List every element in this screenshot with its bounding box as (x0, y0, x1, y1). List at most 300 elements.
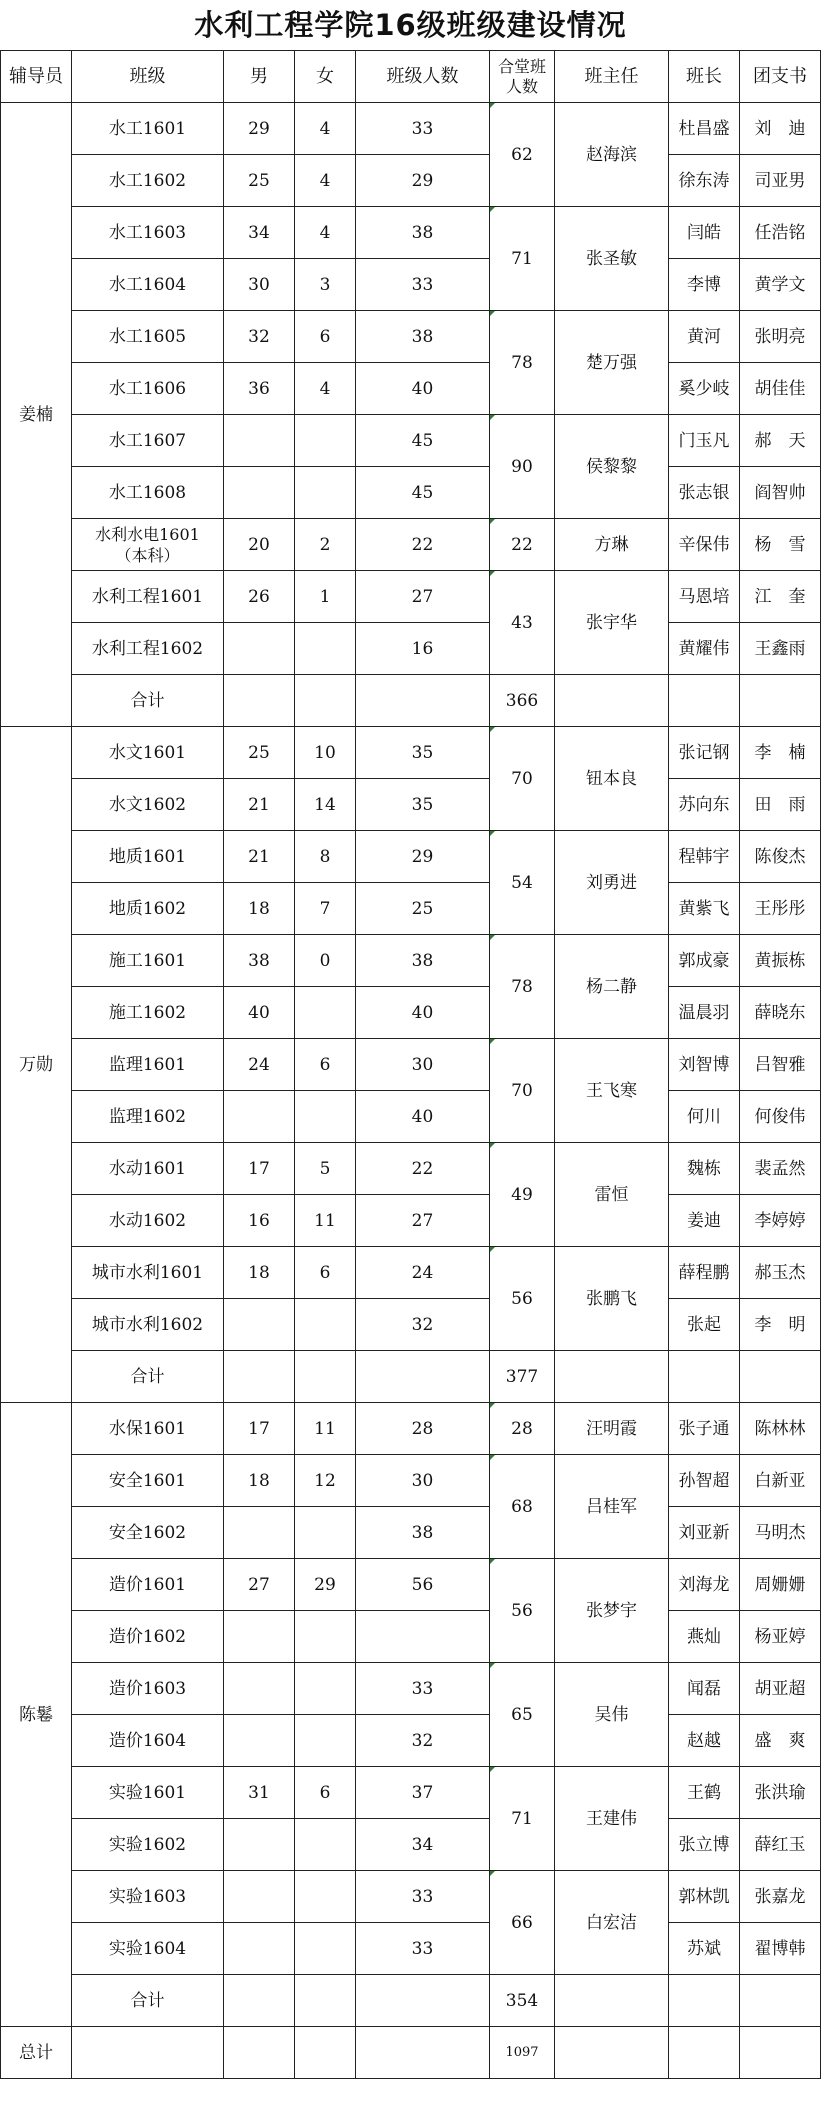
header-monitor: 班长 (669, 51, 740, 103)
male-count-cell (224, 1091, 295, 1143)
male-count-cell: 34 (224, 207, 295, 259)
female-count-cell (295, 1819, 356, 1871)
class-size-cell: 27 (356, 1195, 490, 1247)
league-secretary-cell: 江 奎 (740, 571, 821, 623)
head-teacher-cell: 雷恒 (555, 1143, 669, 1247)
female-count-cell: 14 (295, 779, 356, 831)
class-size-cell: 16 (356, 623, 490, 675)
subtotal-value: 366 (490, 675, 555, 727)
class-name-cell: 造价1601 (72, 1559, 224, 1611)
class-name-cell: 安全1602 (72, 1507, 224, 1559)
class-name-cell: 水保1601 (72, 1403, 224, 1455)
league-secretary-cell: 马明杰 (740, 1507, 821, 1559)
male-count-cell (224, 1611, 295, 1663)
female-count-cell: 0 (295, 935, 356, 987)
monitor-cell: 郭林凯 (669, 1871, 740, 1923)
table-row (1, 1403, 821, 1455)
table-row (1, 1195, 821, 1247)
merged-size-cell: 66 (490, 1871, 555, 1975)
class-size-cell: 27 (356, 571, 490, 623)
class-size-cell: 45 (356, 467, 490, 519)
monitor-cell: 门玉凡 (669, 415, 740, 467)
male-count-cell: 36 (224, 363, 295, 415)
male-count-cell: 32 (224, 311, 295, 363)
class-name-line1: 水利水电1601 (95, 524, 200, 544)
grand-total-row (1, 2027, 821, 2079)
merged-size-cell: 56 (490, 1247, 555, 1351)
male-count-cell: 16 (224, 1195, 295, 1247)
league-secretary-cell: 黄振栋 (740, 935, 821, 987)
head-teacher-cell: 张圣敏 (555, 207, 669, 311)
monitor-cell: 薛程鹏 (669, 1247, 740, 1299)
table-row (1, 1923, 821, 1975)
male-count-cell: 38 (224, 935, 295, 987)
league-secretary-cell: 翟博韩 (740, 1923, 821, 1975)
merged-size-cell: 43 (490, 571, 555, 675)
female-count-cell (295, 987, 356, 1039)
table-row (1, 467, 821, 519)
monitor-cell: 张子通 (669, 1403, 740, 1455)
class-name-cell: 实验1601 (72, 1767, 224, 1819)
head-teacher-cell: 楚万强 (555, 311, 669, 415)
class-size-cell: 40 (356, 987, 490, 1039)
female-count-cell: 10 (295, 727, 356, 779)
empty-cell (72, 2027, 224, 2079)
male-count-cell: 18 (224, 1247, 295, 1299)
monitor-cell: 马恩培 (669, 571, 740, 623)
monitor-cell: 刘智博 (669, 1039, 740, 1091)
empty-cell (555, 2027, 669, 2079)
merged-size-cell: 56 (490, 1559, 555, 1663)
league-secretary-cell: 张明亮 (740, 311, 821, 363)
table-row (1, 1559, 821, 1611)
female-count-cell: 3 (295, 259, 356, 311)
empty-cell (295, 1975, 356, 2027)
table-row (1, 103, 821, 155)
class-name-cell: 水工1601 (72, 103, 224, 155)
monitor-cell: 郭成豪 (669, 935, 740, 987)
league-secretary-cell: 郝 天 (740, 415, 821, 467)
header-class: 班级 (72, 51, 224, 103)
head-teacher-cell: 方琳 (555, 519, 669, 571)
table-row (1, 207, 821, 259)
female-count-cell (295, 623, 356, 675)
head-teacher-cell: 钮本良 (555, 727, 669, 831)
header-row (1, 51, 821, 103)
male-count-cell: 31 (224, 1767, 295, 1819)
class-name-cell: 监理1601 (72, 1039, 224, 1091)
male-count-cell (224, 623, 295, 675)
monitor-cell: 程韩宇 (669, 831, 740, 883)
class-size-cell: 33 (356, 1871, 490, 1923)
table-row (1, 571, 821, 623)
class-name-cell (72, 519, 224, 571)
class-size-cell: 32 (356, 1299, 490, 1351)
class-size-cell (356, 1611, 490, 1663)
table-row (1, 1299, 821, 1351)
head-teacher-cell: 汪明霞 (555, 1403, 669, 1455)
league-secretary-cell: 黄学文 (740, 259, 821, 311)
league-secretary-cell: 陈俊杰 (740, 831, 821, 883)
class-size-cell: 38 (356, 207, 490, 259)
male-count-cell: 20 (224, 519, 295, 571)
class-name-cell: 水文1602 (72, 779, 224, 831)
monitor-cell: 闫皓 (669, 207, 740, 259)
class-name-cell: 水工1606 (72, 363, 224, 415)
monitor-cell: 王鹤 (669, 1767, 740, 1819)
league-secretary-cell: 刘 迪 (740, 103, 821, 155)
monitor-cell: 魏栋 (669, 1143, 740, 1195)
empty-cell (740, 1975, 821, 2027)
male-count-cell (224, 467, 295, 519)
male-count-cell: 25 (224, 727, 295, 779)
male-count-cell (224, 1871, 295, 1923)
merged-size-cell: 22 (490, 519, 555, 571)
male-count-cell: 18 (224, 883, 295, 935)
male-count-cell: 29 (224, 103, 295, 155)
league-secretary-cell: 王鑫雨 (740, 623, 821, 675)
class-size-cell: 29 (356, 155, 490, 207)
empty-cell (295, 1351, 356, 1403)
head-teacher-cell: 白宏洁 (555, 1871, 669, 1975)
merged-size-cell: 68 (490, 1455, 555, 1559)
empty-cell (555, 1351, 669, 1403)
female-count-cell (295, 1715, 356, 1767)
table-row (1, 1819, 821, 1871)
monitor-cell: 黄紫飞 (669, 883, 740, 935)
class-name-cell: 造价1602 (72, 1611, 224, 1663)
class-name-cell: 水文1601 (72, 727, 224, 779)
league-secretary-cell: 张洪瑜 (740, 1767, 821, 1819)
header-head-teacher: 班主任 (555, 51, 669, 103)
league-secretary-cell: 张嘉龙 (740, 1871, 821, 1923)
female-count-cell: 6 (295, 1767, 356, 1819)
head-teacher-cell: 刘勇进 (555, 831, 669, 935)
merged-size-cell: 71 (490, 207, 555, 311)
female-count-cell: 5 (295, 1143, 356, 1195)
female-count-cell: 11 (295, 1195, 356, 1247)
head-teacher-cell: 赵海滨 (555, 103, 669, 207)
head-teacher-cell: 王建伟 (555, 1767, 669, 1871)
table-row (1, 1039, 821, 1091)
league-secretary-cell: 裴孟然 (740, 1143, 821, 1195)
subtotal-label: 合计 (72, 675, 224, 727)
head-teacher-cell: 吴伟 (555, 1663, 669, 1767)
class-size-cell: 30 (356, 1039, 490, 1091)
header-merged-size (490, 51, 555, 103)
counselor-cell: 陈鬈 (1, 1403, 72, 2027)
monitor-cell: 徐东涛 (669, 155, 740, 207)
merged-size-cell: 70 (490, 727, 555, 831)
table-row (1, 727, 821, 779)
table-row (1, 1663, 821, 1715)
class-size-cell: 33 (356, 1923, 490, 1975)
table-row (1, 415, 821, 467)
female-count-cell: 2 (295, 519, 356, 571)
monitor-cell: 奚少岐 (669, 363, 740, 415)
female-count-cell (295, 1663, 356, 1715)
class-name-cell: 城市水利1601 (72, 1247, 224, 1299)
monitor-cell: 刘海龙 (669, 1559, 740, 1611)
monitor-cell: 闻磊 (669, 1663, 740, 1715)
table-row (1, 1091, 821, 1143)
league-secretary-cell: 胡佳佳 (740, 363, 821, 415)
monitor-cell: 苏斌 (669, 1923, 740, 1975)
league-secretary-cell: 阎智帅 (740, 467, 821, 519)
class-name-cell: 造价1604 (72, 1715, 224, 1767)
monitor-cell: 孙智超 (669, 1455, 740, 1507)
merged-size-cell: 49 (490, 1143, 555, 1247)
class-size-cell: 56 (356, 1559, 490, 1611)
league-secretary-cell: 杨 雪 (740, 519, 821, 571)
subtotal-label: 合计 (72, 1351, 224, 1403)
class-size-cell: 34 (356, 1819, 490, 1871)
league-secretary-cell: 何俊伟 (740, 1091, 821, 1143)
empty-cell (224, 2027, 295, 2079)
female-count-cell (295, 467, 356, 519)
class-name-cell: 城市水利1602 (72, 1299, 224, 1351)
class-name-cell: 水工1607 (72, 415, 224, 467)
male-count-cell (224, 1299, 295, 1351)
table-row (1, 935, 821, 987)
class-size-cell: 35 (356, 779, 490, 831)
male-count-cell: 24 (224, 1039, 295, 1091)
empty-cell (224, 1351, 295, 1403)
monitor-cell: 姜迪 (669, 1195, 740, 1247)
grand-total-label: 总计 (1, 2027, 72, 2079)
class-name-cell: 水利工程1601 (72, 571, 224, 623)
female-count-cell (295, 1611, 356, 1663)
female-count-cell: 6 (295, 1039, 356, 1091)
empty-cell (555, 1975, 669, 2027)
empty-cell (224, 675, 295, 727)
league-secretary-cell: 王彤彤 (740, 883, 821, 935)
monitor-cell: 李博 (669, 259, 740, 311)
league-secretary-cell: 李婷婷 (740, 1195, 821, 1247)
head-teacher-cell: 杨二静 (555, 935, 669, 1039)
female-count-cell: 4 (295, 207, 356, 259)
league-secretary-cell: 司亚男 (740, 155, 821, 207)
table-row (1, 519, 821, 571)
monitor-cell: 黄河 (669, 311, 740, 363)
class-name-cell: 监理1602 (72, 1091, 224, 1143)
empty-cell (669, 675, 740, 727)
merged-size-cell: 78 (490, 935, 555, 1039)
empty-cell (740, 2027, 821, 2079)
subtotal-row (1, 675, 821, 727)
empty-cell (740, 1351, 821, 1403)
female-count-cell: 11 (295, 1403, 356, 1455)
female-count-cell (295, 1091, 356, 1143)
class-name-cell: 水工1604 (72, 259, 224, 311)
class-size-cell: 33 (356, 1663, 490, 1715)
table-row (1, 1767, 821, 1819)
female-count-cell (295, 415, 356, 467)
head-teacher-cell: 张梦宇 (555, 1559, 669, 1663)
table-row (1, 1455, 821, 1507)
class-size-cell: 38 (356, 935, 490, 987)
male-count-cell (224, 1715, 295, 1767)
male-count-cell (224, 1663, 295, 1715)
league-secretary-cell: 陈林林 (740, 1403, 821, 1455)
subtotal-value: 377 (490, 1351, 555, 1403)
league-secretary-cell: 胡亚超 (740, 1663, 821, 1715)
empty-cell (356, 675, 490, 727)
class-name-cell: 地质1602 (72, 883, 224, 935)
table-row (1, 311, 821, 363)
league-secretary-cell: 李 楠 (740, 727, 821, 779)
class-name-cell: 施工1602 (72, 987, 224, 1039)
header-class-size: 班级人数 (356, 51, 490, 103)
monitor-cell: 张记钢 (669, 727, 740, 779)
empty-cell (356, 1975, 490, 2027)
header-female: 女 (295, 51, 356, 103)
merged-size-cell: 90 (490, 415, 555, 519)
class-size-cell: 22 (356, 519, 490, 571)
class-size-cell: 33 (356, 103, 490, 155)
class-name-cell: 水工1608 (72, 467, 224, 519)
table-row (1, 1247, 821, 1299)
male-count-cell (224, 1819, 295, 1871)
monitor-cell: 黄耀伟 (669, 623, 740, 675)
table-row (1, 259, 821, 311)
table-row (1, 1611, 821, 1663)
league-secretary-cell: 田 雨 (740, 779, 821, 831)
class-name-cell: 施工1601 (72, 935, 224, 987)
empty-cell (669, 1351, 740, 1403)
monitor-cell: 刘亚新 (669, 1507, 740, 1559)
male-count-cell: 27 (224, 1559, 295, 1611)
table-row (1, 883, 821, 935)
league-secretary-cell: 李 明 (740, 1299, 821, 1351)
monitor-cell: 杜昌盛 (669, 103, 740, 155)
table-row (1, 1871, 821, 1923)
monitor-cell: 辛保伟 (669, 519, 740, 571)
league-secretary-cell: 杨亚婷 (740, 1611, 821, 1663)
header-male: 男 (224, 51, 295, 103)
class-name-cell: 实验1603 (72, 1871, 224, 1923)
league-secretary-cell: 周姗姗 (740, 1559, 821, 1611)
monitor-cell: 燕灿 (669, 1611, 740, 1663)
class-name-cell: 水工1602 (72, 155, 224, 207)
monitor-cell: 温晨羽 (669, 987, 740, 1039)
subtotal-row (1, 1351, 821, 1403)
female-count-cell: 6 (295, 311, 356, 363)
subtotal-value: 354 (490, 1975, 555, 2027)
class-size-cell: 37 (356, 1767, 490, 1819)
header-merged-line2: 人数 (505, 76, 538, 96)
empty-cell (356, 1351, 490, 1403)
class-size-cell: 38 (356, 1507, 490, 1559)
female-count-cell: 8 (295, 831, 356, 883)
merged-size-cell: 62 (490, 103, 555, 207)
merged-size-cell: 65 (490, 1663, 555, 1767)
league-secretary-cell: 薛晓东 (740, 987, 821, 1039)
counselor-cell: 姜楠 (1, 103, 72, 727)
female-count-cell (295, 1507, 356, 1559)
female-count-cell (295, 1299, 356, 1351)
table-row (1, 623, 821, 675)
male-count-cell (224, 415, 295, 467)
class-name-cell: 造价1603 (72, 1663, 224, 1715)
class-size-cell: 29 (356, 831, 490, 883)
table-row (1, 363, 821, 415)
table-row (1, 155, 821, 207)
league-secretary-cell: 盛 爽 (740, 1715, 821, 1767)
counselor-cell: 万勋 (1, 727, 72, 1403)
class-name-cell: 实验1604 (72, 1923, 224, 1975)
class-size-cell: 35 (356, 727, 490, 779)
male-count-cell: 25 (224, 155, 295, 207)
empty-cell (669, 1975, 740, 2027)
female-count-cell: 4 (295, 155, 356, 207)
empty-cell (555, 675, 669, 727)
monitor-cell: 何川 (669, 1091, 740, 1143)
monitor-cell: 张起 (669, 1299, 740, 1351)
class-name-cell: 水利工程1602 (72, 623, 224, 675)
class-size-cell: 38 (356, 311, 490, 363)
class-size-cell: 33 (356, 259, 490, 311)
male-count-cell: 21 (224, 831, 295, 883)
male-count-cell: 17 (224, 1403, 295, 1455)
monitor-cell: 张立博 (669, 1819, 740, 1871)
monitor-cell: 苏向东 (669, 779, 740, 831)
head-teacher-cell: 张宇华 (555, 571, 669, 675)
head-teacher-cell: 侯黎黎 (555, 415, 669, 519)
class-name-cell: 水动1601 (72, 1143, 224, 1195)
league-secretary-cell: 郝玉杰 (740, 1247, 821, 1299)
empty-cell (356, 2027, 490, 2079)
class-table (0, 50, 821, 2079)
female-count-cell: 6 (295, 1247, 356, 1299)
table-row (1, 1507, 821, 1559)
female-count-cell: 29 (295, 1559, 356, 1611)
class-name-cell: 水工1605 (72, 311, 224, 363)
class-name-cell: 水工1603 (72, 207, 224, 259)
league-secretary-cell: 任浩铭 (740, 207, 821, 259)
class-size-cell: 28 (356, 1403, 490, 1455)
male-count-cell: 21 (224, 779, 295, 831)
female-count-cell (295, 1923, 356, 1975)
class-size-cell: 30 (356, 1455, 490, 1507)
league-secretary-cell: 薛红玉 (740, 1819, 821, 1871)
table-row (1, 987, 821, 1039)
class-size-cell: 40 (356, 363, 490, 415)
table-row (1, 779, 821, 831)
empty-cell (295, 675, 356, 727)
header-merged-line1: 合堂班 (497, 56, 546, 76)
head-teacher-cell: 王飞寒 (555, 1039, 669, 1143)
table-row (1, 831, 821, 883)
female-count-cell: 4 (295, 363, 356, 415)
male-count-cell (224, 1923, 295, 1975)
class-name-cell: 实验1602 (72, 1819, 224, 1871)
female-count-cell: 7 (295, 883, 356, 935)
male-count-cell: 18 (224, 1455, 295, 1507)
merged-size-cell: 70 (490, 1039, 555, 1143)
league-secretary-cell: 白新亚 (740, 1455, 821, 1507)
female-count-cell: 12 (295, 1455, 356, 1507)
male-count-cell: 17 (224, 1143, 295, 1195)
class-name-line2: （本科） (115, 545, 180, 565)
merged-size-cell: 28 (490, 1403, 555, 1455)
class-size-cell: 40 (356, 1091, 490, 1143)
class-size-cell: 45 (356, 415, 490, 467)
subtotal-label: 合计 (72, 1975, 224, 2027)
class-name-cell: 水动1602 (72, 1195, 224, 1247)
male-count-cell: 26 (224, 571, 295, 623)
league-secretary-cell: 吕智雅 (740, 1039, 821, 1091)
